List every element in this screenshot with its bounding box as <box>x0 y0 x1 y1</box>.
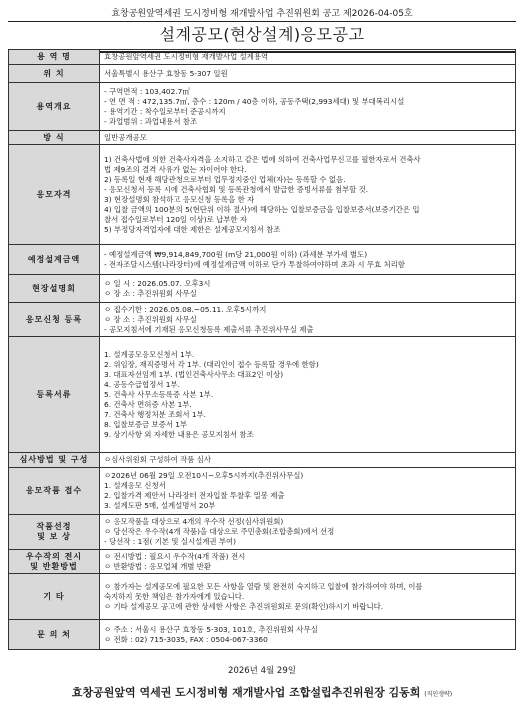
issuer-signature <box>8 684 516 700</box>
table-row <box>9 131 516 145</box>
value-line: 4) 입찰 금액의 100분의 5(현단위 이하 절사)에 해당하는 입찰보증금을 입찰보증서(보증기간은 입 <box>104 204 420 214</box>
page-title: 설계공모(현상설계)응모공고 <box>8 22 516 53</box>
row-value <box>100 50 516 65</box>
table-row <box>9 453 516 468</box>
value-line: ㅇ 반환방법 : 응모업체 개별 반환 <box>104 561 212 571</box>
row-value <box>100 303 516 337</box>
table-row <box>9 50 516 65</box>
row-value <box>100 131 516 145</box>
table-row <box>9 65 516 83</box>
row-value <box>100 550 516 574</box>
value-line: - 과업범위 : 과업내용서 참조 <box>104 116 198 126</box>
row-label: 응모자격 <box>9 145 100 245</box>
row-value <box>100 620 516 650</box>
row-value <box>100 245 516 275</box>
value-line: 효창공원앞역세권 도시정비형 재개발사업 설계용역 <box>104 52 269 61</box>
value-line: 1. 설계응모 신청서 <box>104 481 166 490</box>
row-value <box>100 574 516 620</box>
notice-date: 2026년 4월 29일 <box>228 666 296 676</box>
value-line: 일반공개공모 <box>104 132 147 142</box>
row-label: 작품선정 및 보 상 <box>9 515 100 550</box>
value-line: 서울특별시 용산구 효창동 5-307 일원 <box>104 68 228 78</box>
value-line: ㅇ심사위원회 구성하여 작품 심사 <box>104 455 212 464</box>
row-label: 위 치 <box>9 65 100 83</box>
table-row <box>9 145 516 245</box>
value-line: 숙지하지 못한 책임은 참가자에게 있습니다. <box>104 591 245 601</box>
value-line: 5. 건축사 사무소등록증 사본 1부. <box>104 389 214 399</box>
row-label: 응모신청 등록 <box>9 303 100 337</box>
value-line: 3. 설계도판 5매, 설계설명서 20부 <box>104 501 216 510</box>
value-line: 3. 대표자선임계 1부. (법인건축사사무소 대표2인 이상) <box>104 369 284 379</box>
row-label: 용역개요 <box>9 83 100 131</box>
value-line: 5) 부정당자격업자에 대한 제한은 설계공모지침서 참조 <box>104 224 281 234</box>
value-line: ㅇ 일 시 : 2026.05.07. 오후3시 <box>104 278 211 288</box>
row-label: 예정설계금액 <box>9 245 100 275</box>
table-row <box>9 245 516 275</box>
value-line: - 연 면 적 : 472,135.7㎡, 층수 : 120m / 40층 이하, 공동주택(2,993세대) 및 부대복리시설 <box>104 96 405 106</box>
value-line: - 당선작 : 1점( 기본 및 실시설계권 부여) <box>104 537 237 546</box>
row-value <box>100 453 516 468</box>
table-row <box>9 468 516 515</box>
table-row <box>9 337 516 453</box>
value-line: - 예정설계금액 ₩9,914,849,700원 (m당 21,000원 이하) (과세분 부가세 별도) <box>104 249 368 259</box>
value-line: 법 제9조의 결격 사유가 없는 자이어야 한다. <box>104 164 247 174</box>
row-label: 용 역 명 <box>9 50 100 65</box>
value-line: 2) 등록일 현재 해당관청으로부터 업무정지중인 업체(자)는 등록할 수 없음. <box>104 174 346 184</box>
row-label: 기 타 <box>9 574 100 620</box>
row-label: 방 식 <box>9 131 100 145</box>
value-line: 7. 건축사 행정처분 조회서 1부. <box>104 409 207 419</box>
seal-omitted-note: (직인생략) <box>424 691 453 698</box>
value-line: - 구역면적 : 103,402.7㎡ <box>104 86 190 96</box>
value-line: ㅇ 전화 : 02) 715-3035, FAX : 0504-067-3360 <box>104 634 268 644</box>
value-line: - 공모지침서에 기재된 응모신청등록 제출서류 추진위사무실 제출 <box>104 324 314 334</box>
value-line: ㅇ 주소 : 서울시 용산구 효창동 5-303, 101호, 추진위원회 사무실 <box>104 624 318 634</box>
value-line: ㅇ 응모작품을 대상으로 4개의 우수작 선정(심사위원회) <box>104 517 284 526</box>
value-line: - 용역기간 : 착수일로부터 준공시까지 <box>104 106 226 116</box>
table-row <box>9 550 516 574</box>
table-row <box>9 515 516 550</box>
value-line: 4. 공동수급협정서 1부. <box>104 379 180 389</box>
value-line: ㅇ 기타 설계공모 공고에 관한 상세한 사항은 추진위원회로 문의(확인)하시기 바랍니다. <box>104 601 384 611</box>
row-label: 문 의 처 <box>9 620 100 650</box>
notice-number: 효창공원앞역세권 도시정비형 재개발사업 추진위원회 공고 제2026-04-05호 <box>8 6 516 22</box>
row-value <box>100 145 516 245</box>
table-row <box>9 303 516 337</box>
value-line: 1) 건축사법에 의한 건축사자격을 소지하고 같은 법에 의하여 건축사업무신고를 필한자로서 건축사 <box>104 154 421 164</box>
value-line: ㅇ 장 소 : 추진위원회 사무실 <box>104 314 197 324</box>
row-value <box>100 275 516 303</box>
row-label: 우수작의 전시 및 반환방법 <box>9 550 100 574</box>
table-row <box>9 574 516 620</box>
row-label: 등록서류 <box>9 337 100 453</box>
value-line: 3) 현장설명회 참석하고 응모신청 등록을 한 자 <box>104 194 255 204</box>
row-value <box>100 65 516 83</box>
row-value <box>100 83 516 131</box>
value-line: ㅇ 전시방법 : 필요시 우수작(4개 작품) 전시 <box>104 551 246 561</box>
value-line: 9. 상기사항 외 자세한 내용은 공모지침서 참조 <box>104 429 254 439</box>
value-line: 찰서 접수일로부터 120일 이상)로 납부한 자 <box>104 214 247 224</box>
value-line: - 응모신청서 등록 시에 건축사협회 및 등록관청에서 발급한 증빙서류를 첨부할 것. <box>104 184 369 194</box>
table-row <box>9 83 516 131</box>
value-line: - 전자조달시스템(나라장터)에 예정설계금액 이하로 단가 투찰하여야하며 초과 시 무효 처리함 <box>104 259 405 269</box>
value-line: ㅇ 접수기한 : 2026.05.08.~05.11. 오후5시까지 <box>104 304 267 314</box>
row-label: 현장설명회 <box>9 275 100 303</box>
value-line: 1. 설계공모응모신청서 1부. <box>104 349 195 359</box>
row-label: 응모작품 접수 <box>9 468 100 515</box>
row-label: 심사방법 및 구성 <box>9 453 100 468</box>
value-line: ㅇ 참가자는 설계공모에 필요한 모든 사항을 열람 및 완전히 숙지하고 입찰에 참가하여야 하며, 이를 <box>104 581 423 591</box>
row-value <box>100 468 516 515</box>
row-value <box>100 515 516 550</box>
value-line: 6. 건축사 면허증 사본 1부. <box>104 399 192 409</box>
value-line: ㅇ 당선작은 우수작(4개 작품)을 대상으로 주민총회(조합총회)에서 선정 <box>104 527 335 536</box>
value-line: 2. 위임장, 재직증명서 각 1부. (대리인이 접수 등록할 경우에 한함) <box>104 359 319 369</box>
notice-table <box>8 49 516 650</box>
value-line: 8. 입찰보증금 보증서 1부 <box>104 419 188 429</box>
value-line: ㅇ2026년 06월 29일 오전10시~오후5시까지(추진위사무실) <box>104 471 304 480</box>
table-row <box>9 620 516 650</box>
value-line: ㅇ 장 소 : 추진위원회 사무실 <box>104 288 197 298</box>
value-line: 2. 입찰가격 제안서 나라장터 전자입찰 투찰후 밀봉 제출 <box>104 491 285 500</box>
table-row <box>9 275 516 303</box>
row-value <box>100 337 516 453</box>
issuer-name: 효창공원앞역 역세권 도시정비형 재개발사업 조합설립추진위원장 김동희 <box>71 686 421 699</box>
